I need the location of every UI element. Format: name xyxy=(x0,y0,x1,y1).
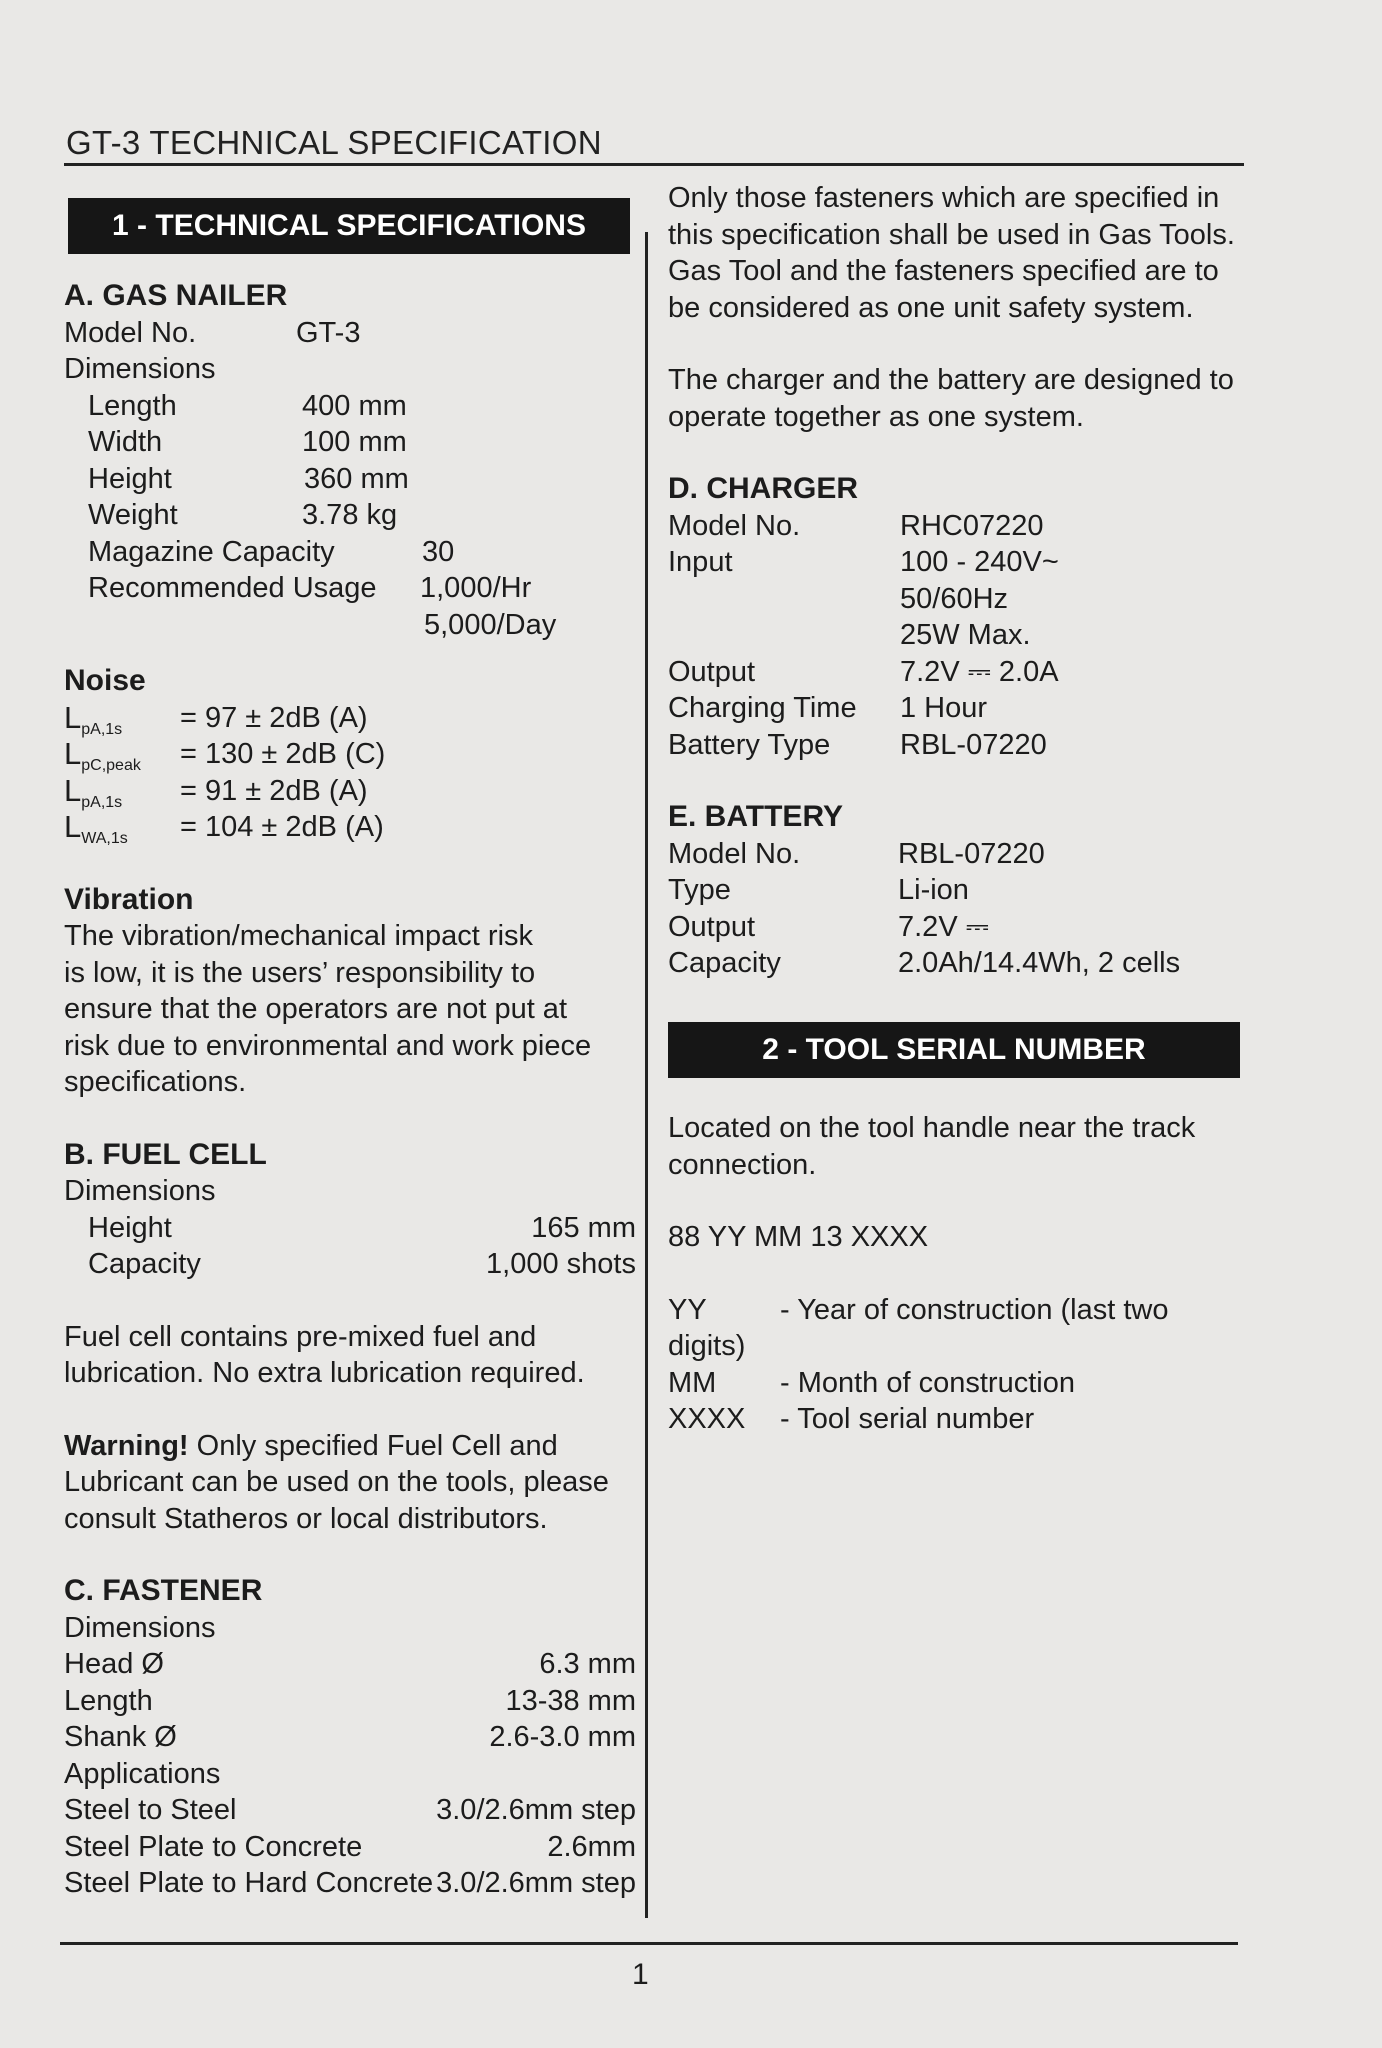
serial-format: 88 YY MM 13 XXXX xyxy=(668,1221,929,1253)
noise-row xyxy=(64,736,636,773)
serial-legend-row xyxy=(668,1365,1242,1402)
spec-value: 2.6mm xyxy=(547,1830,636,1863)
spec-value: 360 mm xyxy=(304,462,409,495)
spec-value: 6.3 mm xyxy=(539,1648,636,1680)
spec-row-output xyxy=(668,654,1242,691)
column-divider xyxy=(645,232,648,1918)
spec-row-dimensions xyxy=(64,351,636,388)
spec-row-head xyxy=(64,1646,636,1683)
spec-label: Steel Plate to Hard Concrete xyxy=(64,1867,434,1899)
spec-value: 100 - 240V~ xyxy=(900,546,1059,578)
vibration-text: The vibration/mechanical impact risk is low, it is the users’ responsibility to ensure that the operators are not put at risk due to environmental and work piece specifications. xyxy=(64,920,592,1098)
legend-description: - Month of construction xyxy=(780,1366,1075,1399)
document-title: GT-3 TECHNICAL SPECIFICATION xyxy=(66,124,602,161)
spec-label: Weight xyxy=(88,499,178,531)
noise-value: = 104 ± 2dB (A) xyxy=(180,811,384,843)
spec-value: 165 mm xyxy=(531,1211,636,1244)
noise-value: = 91 ± 2dB (A) xyxy=(180,774,368,807)
spec-label: Length xyxy=(64,1684,153,1717)
serial-location-text: Located on the tool handle near the track connection. xyxy=(668,1112,1196,1181)
noise-row xyxy=(64,700,636,737)
charger-heading: D. CHARGER xyxy=(668,472,859,505)
spec-value: RHC07220 xyxy=(900,509,1044,542)
spec-label: Width xyxy=(88,426,163,458)
spec-row-model xyxy=(668,508,1242,545)
legend-code: XXXX xyxy=(668,1403,746,1435)
spec-label: Output xyxy=(668,655,756,688)
spec-label: Applications xyxy=(64,1757,221,1790)
left-column xyxy=(64,278,636,1902)
gas-nailer-heading: A. GAS NAILER xyxy=(64,279,288,312)
spec-label: Height xyxy=(88,1211,172,1244)
spec-value: 2.6-3.0 mm xyxy=(489,1721,636,1753)
spec-value: 100 mm xyxy=(302,426,407,458)
spec-label: Steel to Steel xyxy=(64,1794,237,1826)
spec-label: Head Ø xyxy=(64,1648,164,1680)
spec-value: 3.78 kg xyxy=(302,499,398,531)
legend-code: MM xyxy=(668,1366,717,1399)
spec-label: Output xyxy=(668,910,756,943)
noise-symbol: $L_{pA,1s}$ xyxy=(64,699,123,738)
spec-label: Recommended Usage xyxy=(88,572,377,604)
spec-value: 3.0/2.6mm step xyxy=(436,1867,636,1899)
spec-value: 3.0/2.6mm step xyxy=(436,1794,636,1826)
footer-rule xyxy=(60,1942,1238,1945)
noise-row xyxy=(64,773,636,810)
spec-value: 13-38 mm xyxy=(505,1684,636,1717)
spec-value: 30 xyxy=(422,535,455,568)
right-column xyxy=(668,180,1242,982)
serial-legend-row xyxy=(668,1401,1242,1438)
spec-value: RBL-07220 xyxy=(900,728,1047,761)
legend-description: - Year of construction (last two xyxy=(780,1293,1169,1326)
spec-label: Model No. xyxy=(668,509,801,542)
noise-row xyxy=(64,809,636,846)
spec-label: Model No. xyxy=(668,837,801,870)
noise-symbol: $L_{WA,1s}$ xyxy=(64,809,128,847)
spec-label: Battery Type xyxy=(668,728,831,761)
spec-label: Dimensions xyxy=(64,1611,216,1644)
spec-label: Type xyxy=(668,874,731,906)
spec-row-dimensions xyxy=(64,1173,636,1210)
fastener-heading: C. FASTENER xyxy=(64,1574,263,1607)
spec-value: RBL-07220 xyxy=(898,837,1045,870)
spec-row-plate-concrete xyxy=(64,1829,636,1866)
noise-value: = 130 ± 2dB (C) xyxy=(180,738,386,770)
spec-value: 400 mm xyxy=(302,389,407,422)
spec-label: Magazine Capacity xyxy=(88,535,335,568)
fastener-safety-note: Only those fasteners which are specified in this specification shall be used in Gas Tools. Gas Tool and the fasteners specified are to be considered as one unit safety system. xyxy=(668,182,1235,324)
spec-value: 2.0Ah/14.4Wh, 2 cells xyxy=(898,947,1181,979)
spec-label: Capacity xyxy=(668,947,781,979)
spec-row-length xyxy=(64,388,636,425)
battery-heading: E. BATTERY xyxy=(668,800,844,833)
legend-description: - Tool serial number xyxy=(780,1403,1035,1435)
noise-symbol: $L_{pC,peak}$ xyxy=(64,736,141,774)
serial-section xyxy=(668,1110,1242,1438)
spec-label: Length xyxy=(88,389,177,422)
spec-row-capacity xyxy=(668,945,1242,982)
spec-value: Li-ion xyxy=(898,874,969,906)
spec-row-steel-to-steel xyxy=(64,1792,636,1829)
spec-row-input-power xyxy=(668,617,1242,654)
spec-value: 1 Hour xyxy=(900,692,988,724)
spec-row-model xyxy=(668,836,1242,873)
spec-row-usage xyxy=(64,570,636,607)
legend-code: digits) xyxy=(668,1330,746,1362)
fuel-cell-heading: B. FUEL CELL xyxy=(64,1137,267,1171)
fuel-cell-note: Fuel cell contains pre-mixed fuel and lubrication. No extra lubrication required. xyxy=(64,1320,585,1389)
spec-row-width xyxy=(64,424,636,461)
spec-label: Dimensions xyxy=(64,353,216,385)
spec-label: Charging Time xyxy=(668,692,857,724)
vibration-heading: Vibration xyxy=(64,882,194,916)
spec-row-shank xyxy=(64,1719,636,1756)
spec-value: 7.2V ⎓ xyxy=(898,910,989,943)
warning-label: Warning! xyxy=(64,1429,189,1462)
spec-row-capacity xyxy=(64,1246,636,1283)
spec-value: 7.2V ⎓ 2.0A xyxy=(900,655,1059,688)
spec-label: Dimensions xyxy=(64,1175,216,1207)
spec-value: GT-3 xyxy=(296,316,361,349)
spec-row-input xyxy=(668,544,1242,581)
spec-value: 25W Max. xyxy=(900,619,1031,651)
spec-row-type xyxy=(668,872,1242,909)
spec-row-height xyxy=(64,1210,636,1247)
spec-row-usage-day xyxy=(64,607,636,644)
spec-row-input-frequency xyxy=(668,581,1242,618)
spec-label: Capacity xyxy=(88,1248,201,1280)
spec-row-model xyxy=(64,315,636,352)
spec-row-output xyxy=(668,909,1242,946)
spec-row-charging-time xyxy=(668,690,1242,727)
spec-row-magazine xyxy=(64,534,636,571)
spec-row-applications xyxy=(64,1756,636,1793)
spec-label: Shank Ø xyxy=(64,1721,177,1753)
spec-row-battery-type xyxy=(668,727,1242,764)
spec-row-height xyxy=(64,461,636,498)
tool-serial-number-banner: 2 - TOOL SERIAL NUMBER xyxy=(668,1022,1240,1078)
page-number: 1 xyxy=(632,1958,649,1991)
spec-label: Height xyxy=(88,462,172,495)
warning-text: Warning! Only specified Fuel Cell and Lubricant can be used on the tools, please consult Statheros or local distributors. xyxy=(64,1429,609,1535)
spec-row-dimensions xyxy=(64,1610,636,1647)
spec-value: 50/60Hz xyxy=(900,582,1009,615)
spec-label: Steel Plate to Concrete xyxy=(64,1830,363,1863)
noise-value: = 97 ± 2dB (A) xyxy=(180,701,368,734)
noise-symbol: $L_{pA,1s}$ xyxy=(64,772,123,811)
serial-legend-row xyxy=(668,1292,1242,1329)
spec-value: 1,000/Hr xyxy=(420,572,532,604)
spec-value: 1,000 shots xyxy=(486,1248,636,1280)
spec-row-plate-hard-concrete xyxy=(64,1865,636,1902)
noise-heading: Noise xyxy=(64,664,146,697)
spec-row-length xyxy=(64,1683,636,1720)
spec-label: Model No. xyxy=(64,316,197,349)
spec-row-weight xyxy=(64,497,636,534)
technical-specifications-banner: 1 - TECHNICAL SPECIFICATIONS xyxy=(68,198,630,254)
spec-label: Input xyxy=(668,546,733,578)
serial-legend-row xyxy=(668,1328,1242,1365)
spec-value: 5,000/Day xyxy=(424,608,557,641)
charger-system-note: The charger and the battery are designed to operate together as one system. xyxy=(668,364,1234,433)
title-rule xyxy=(64,163,1244,166)
legend-code: YY xyxy=(668,1293,707,1326)
